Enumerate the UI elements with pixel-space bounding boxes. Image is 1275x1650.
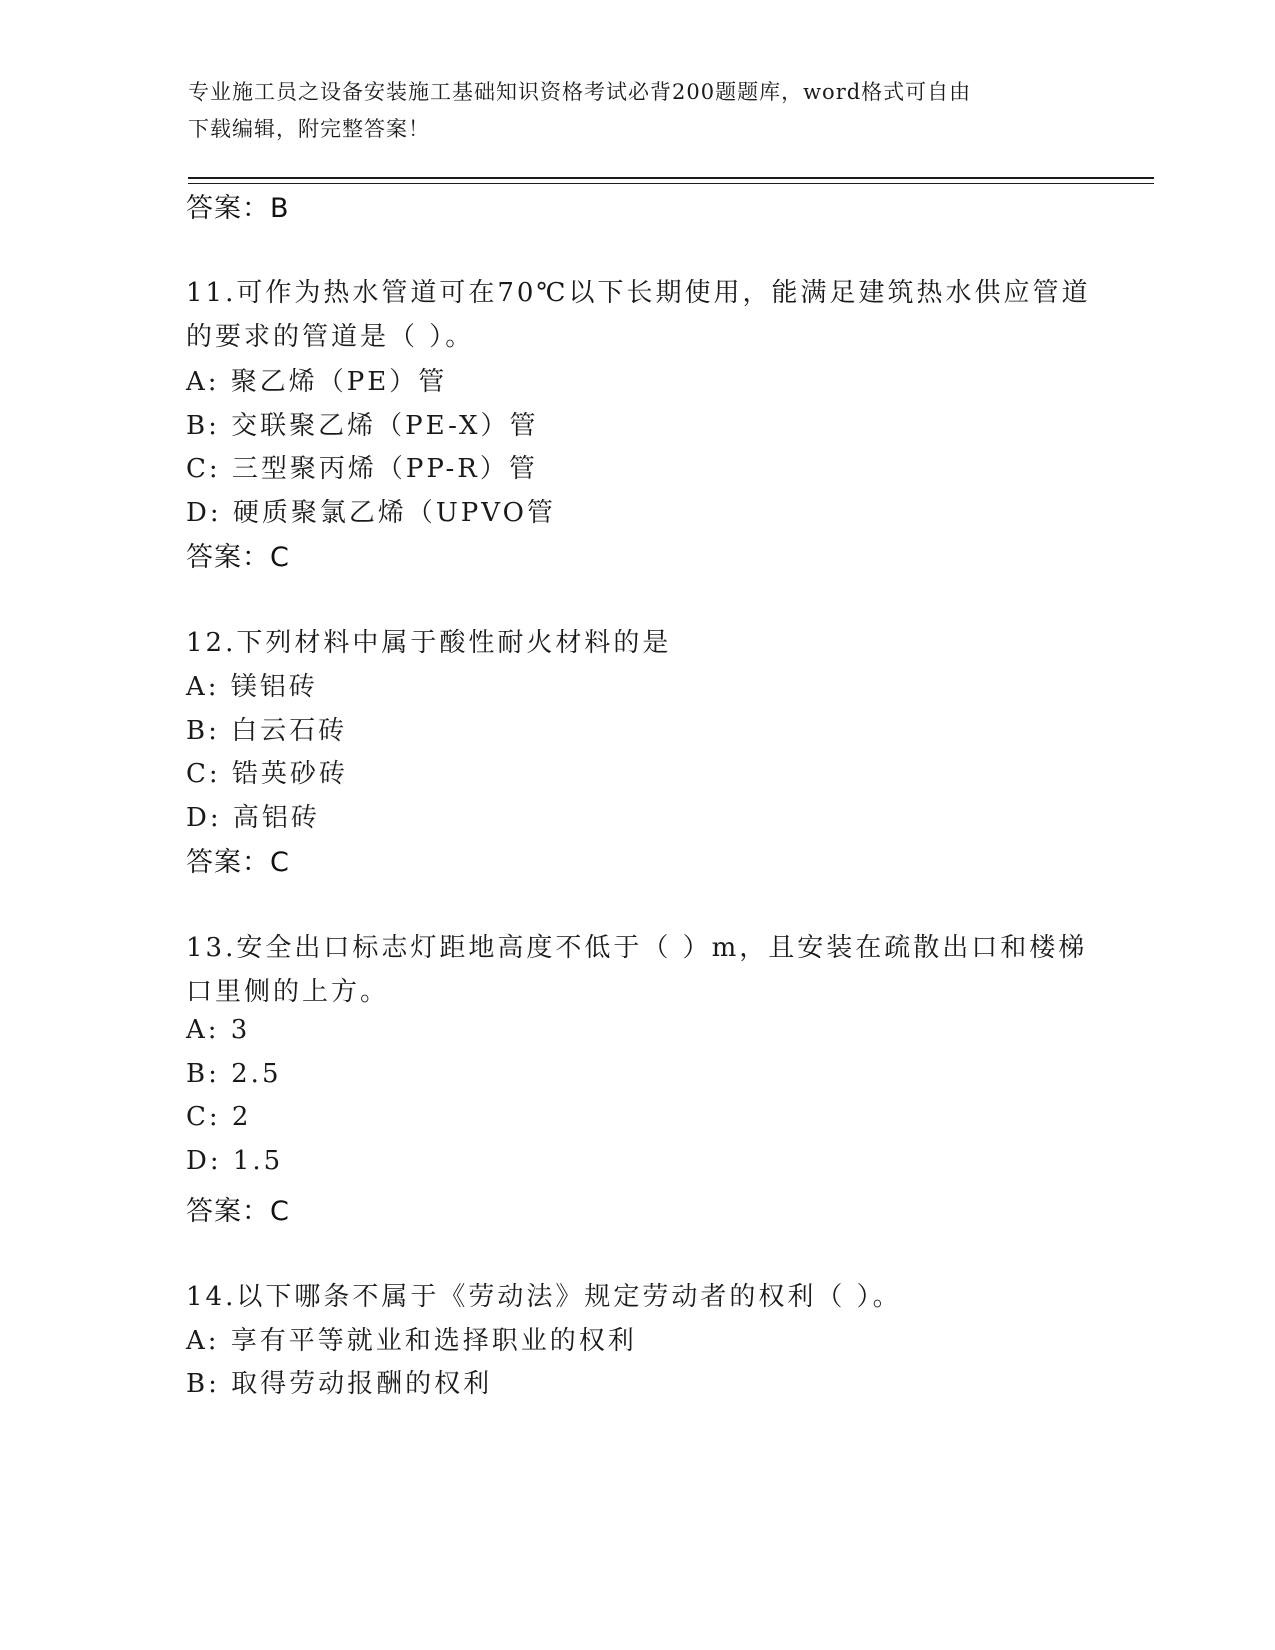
question-13-stem-line-2: 口里侧的上方。 [186, 977, 390, 1007]
question-12-option-b: B: 白云石砖 [186, 716, 348, 746]
question-12-option-c: C: 锆英砂砖 [186, 759, 348, 789]
question-13-option-a: A: 3 [186, 1015, 251, 1045]
question-13-option-d: D: 1.5 [186, 1146, 284, 1176]
question-12-option-a: A: 镁铝砖 [186, 672, 318, 702]
question-11-stem-line-2: 的要求的管道是（ ）。 [186, 322, 475, 352]
question-13-option-b: B: 2.5 [186, 1059, 282, 1089]
answer-previous: 答案：B [186, 193, 290, 224]
header-line-2: 下载编辑，附完整答案！ [188, 117, 430, 141]
question-14-option-b: B: 取得劳动报酬的权利 [186, 1369, 493, 1399]
question-12-option-d: D: 高铝砖 [186, 803, 320, 833]
question-13-stem-line-1: 13.安全出口标志灯距地高度不低于（ ）m，且安装在疏散出口和楼梯 [186, 933, 1088, 963]
question-12-answer: 答案：C [186, 847, 290, 878]
question-11-answer: 答案：C [186, 542, 290, 573]
document-header [188, 74, 1088, 148]
question-11-option-d: D: 硬质聚氯乙烯（UPVO管 [186, 498, 556, 528]
question-13-option-c: C: 2 [186, 1102, 252, 1132]
question-14-option-a: A: 享有平等就业和选择职业的权利 [186, 1326, 637, 1356]
header-rule-thin [188, 183, 1154, 184]
question-12-stem-line-1: 12.下列材料中属于酸性耐火材料的是 [186, 628, 672, 658]
question-14-stem-line-1: 14.以下哪条不属于《劳动法》规定劳动者的权利（ ）。 [186, 1282, 902, 1312]
header-rule-thick [188, 177, 1154, 179]
question-11-option-c: C: 三型聚丙烯（PP-R）管 [186, 454, 538, 484]
question-11-option-b: B: 交联聚乙烯（PE-X）管 [186, 411, 539, 441]
question-11-option-a: A: 聚乙烯（PE）管 [186, 367, 448, 397]
header-line-1: 专业施工员之设备安装施工基础知识资格考试必背200题题库，word格式可自由 [188, 80, 972, 104]
question-11-stem-line-1: 11.可作为热水管道可在70℃以下长期使用，能满足建筑热水供应管道 [186, 278, 1091, 308]
question-13-answer: 答案：C [186, 1196, 290, 1227]
